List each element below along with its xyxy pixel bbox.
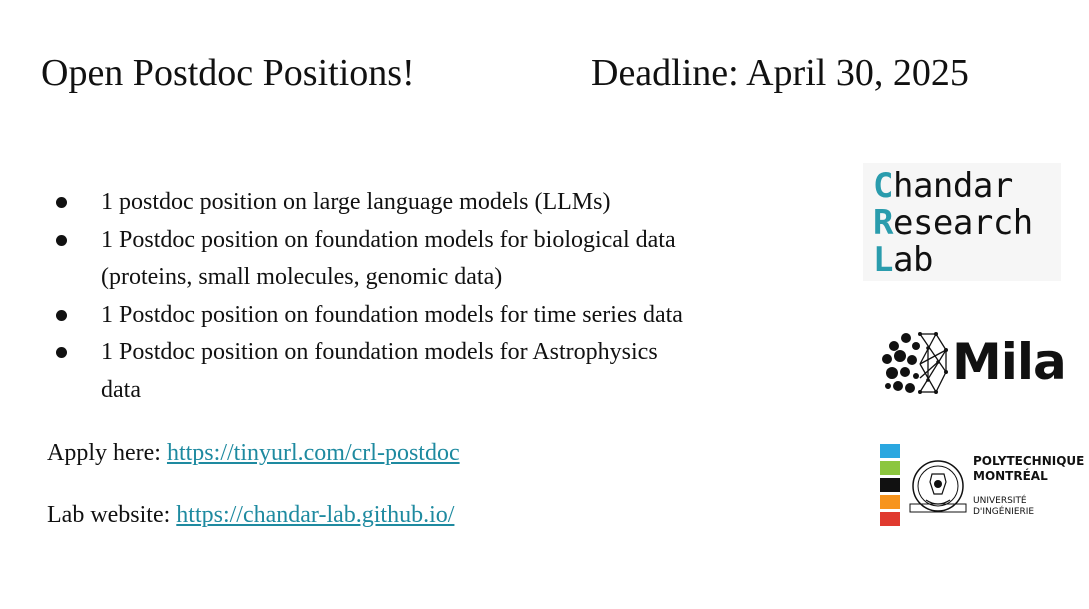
mila-network-icon [880,326,952,401]
lab-website-link[interactable]: https://chandar-lab.github.io/ [176,502,455,528]
list-item [56,184,776,222]
bullet-icon [56,310,67,321]
list-item [56,297,776,335]
polytechnique-crest-icon [880,444,970,530]
positions-list [56,184,776,409]
deadline-title: Deadline: April 30, 2025 [591,52,969,94]
bullet-icon [56,347,67,358]
bullet-icon [56,197,67,208]
logo-line: Chandar [873,166,1013,206]
slide-title: Open Postdoc Positions! [41,52,415,94]
list-item-text: 1 Postdoc position on foundation models for biological data [101,226,676,253]
list-item [56,222,776,297]
lab-website-line [47,500,454,530]
polytechnique-subtitle-continued: D'INGÉNIERIE [973,507,1035,517]
list-item [56,334,776,409]
polytechnique-subtitle: UNIVERSITÉ [973,496,1027,506]
apply-line [47,438,460,468]
polytechnique-montreal-logo [880,444,1085,530]
list-item-text: 1 Postdoc position on foundation models for Astrophysics [101,339,658,365]
logo-line: Research [873,203,1033,243]
logo-line: Lab [873,240,933,280]
apply-link[interactable]: https://tinyurl.com/crl-postdoc [166,440,460,466]
chandar-research-lab-logo [863,163,1061,281]
list-item-text-continued: data [101,376,141,403]
bullet-icon [56,235,67,246]
polytechnique-city: MONTRÉAL [973,469,1048,483]
list-item-text: 1 postdoc position on large language models (LLMs) [101,189,611,215]
mila-logo [880,326,1066,401]
list-item-text: 1 Postdoc position on foundation models for time series data [101,301,683,328]
mila-wordmark: Mila [952,333,1066,391]
polytechnique-name: POLYTECHNIQUE [973,454,1085,468]
lab-website-label: Lab website: [47,502,177,528]
list-item-text-continued: (proteins, small molecules, genomic data) [101,264,503,290]
apply-label: Apply here: [47,440,167,466]
